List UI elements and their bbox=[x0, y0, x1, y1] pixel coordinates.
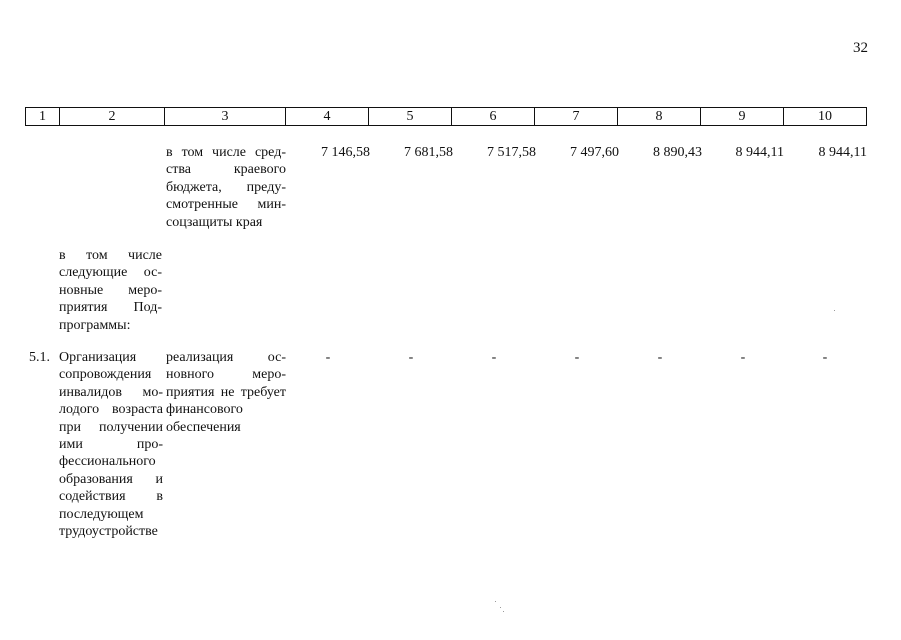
column-header-6: 6 bbox=[452, 108, 535, 126]
column-header-row bbox=[25, 107, 867, 126]
row-funds-value-4: 7 146,58 bbox=[321, 145, 370, 160]
column-header-10: 10 bbox=[784, 108, 867, 126]
column-header-3: 3 bbox=[165, 108, 286, 126]
column-header-5: 5 bbox=[369, 108, 452, 126]
row-funds-value-8: 8 890,43 bbox=[653, 145, 702, 160]
row-5-1-value-7: - bbox=[574, 350, 580, 365]
row-5-1-source: реализация основного мероприятия не требует финансового обеспечения bbox=[166, 350, 286, 435]
column-header-9: 9 bbox=[701, 108, 784, 126]
row-funds-value-10: 8 944,11 bbox=[818, 145, 867, 160]
row-including-label: в том числе следующие основные мероприятия Подпрограммы: bbox=[59, 248, 162, 333]
row-5-1-value-9: - bbox=[740, 350, 746, 365]
row-funds-label: в том числе средства краевого бюджета, предусмотренные минсоцзащиты края bbox=[166, 145, 286, 230]
column-header-1: 1 bbox=[26, 108, 60, 126]
row-5-1-value-10: - bbox=[822, 350, 828, 365]
column-header-2: 2 bbox=[60, 108, 165, 126]
scan-speck bbox=[503, 611, 504, 612]
scan-speck bbox=[500, 607, 501, 608]
column-header-8: 8 bbox=[618, 108, 701, 126]
row-5-1-name: Организация сопровождения инвалидов молодого возраста при получении ими профессионального образования и содействия в последующем трудоустройстве bbox=[59, 350, 163, 540]
scan-speck bbox=[495, 601, 496, 602]
row-funds-value-6: 7 517,58 bbox=[487, 145, 536, 160]
row-5-1-value-6: - bbox=[491, 350, 497, 365]
row-5-1-number: 5.1. bbox=[29, 350, 50, 365]
row-5-1-value-8: - bbox=[657, 350, 663, 365]
column-header-4: 4 bbox=[286, 108, 369, 126]
row-funds-value-5: 7 681,58 bbox=[404, 145, 453, 160]
row-funds-value-9: 8 944,11 bbox=[735, 145, 784, 160]
row-funds-value-7: 7 497,60 bbox=[570, 145, 619, 160]
row-5-1-value-4: - bbox=[325, 350, 331, 365]
scan-speck bbox=[834, 310, 835, 311]
page-number: 32 bbox=[853, 40, 868, 56]
column-header-7: 7 bbox=[535, 108, 618, 126]
row-5-1-value-5: - bbox=[408, 350, 414, 365]
